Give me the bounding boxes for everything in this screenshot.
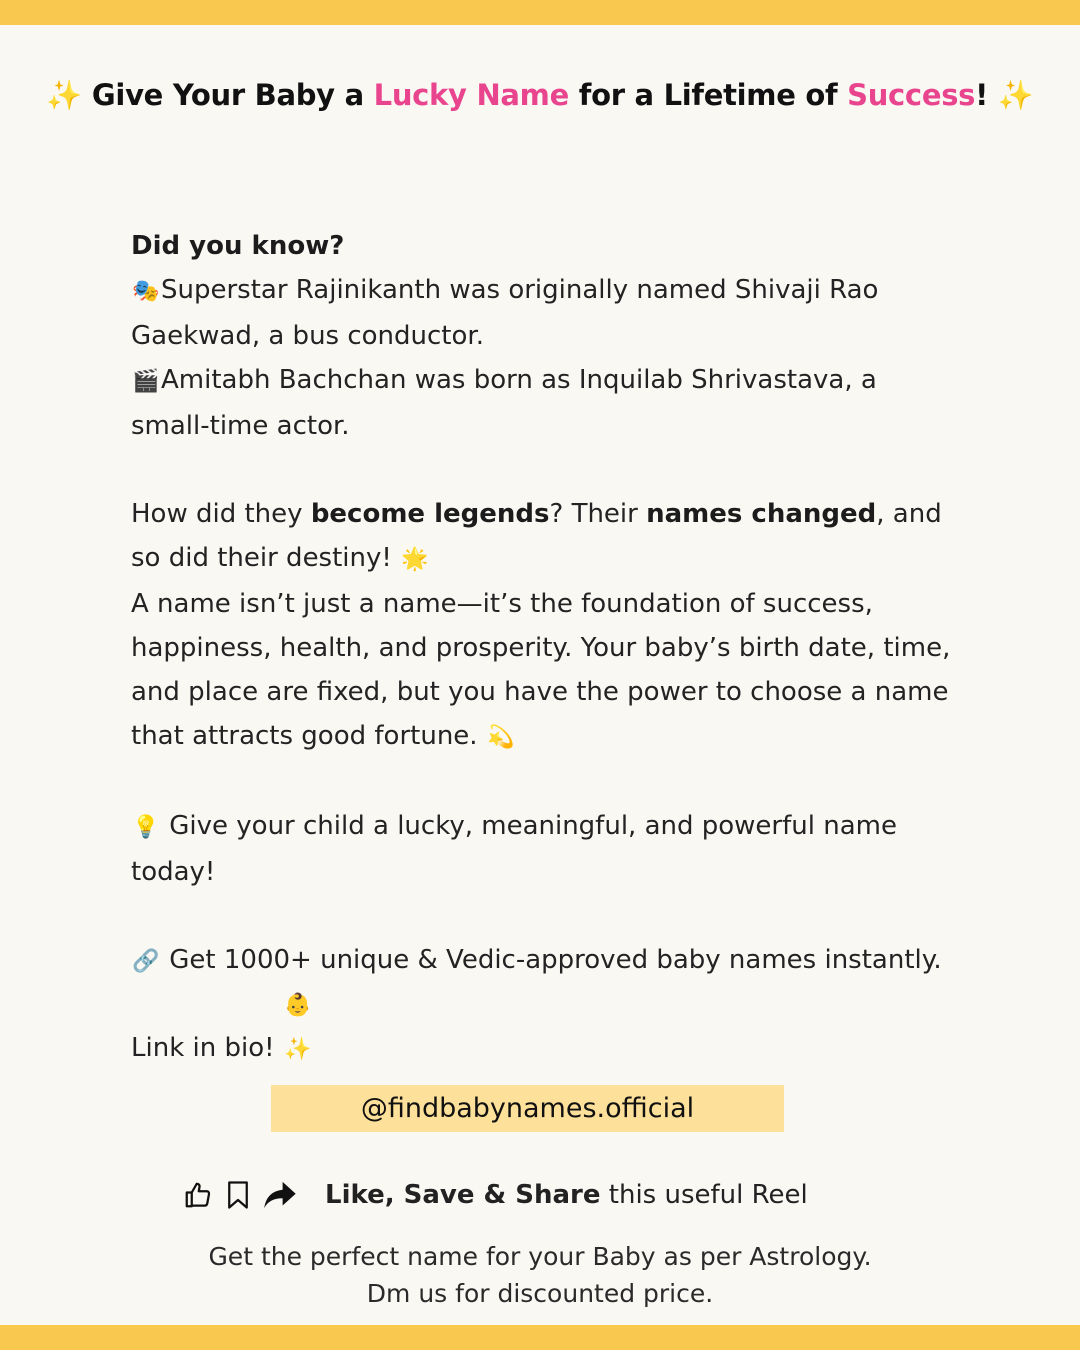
headline-highlight-lucky-name: Lucky Name [373,78,569,112]
theater-masks-icon: 🎭 [132,279,160,304]
footer-line-2: Dm us for discounted price. [366,1279,714,1308]
bottom-accent-band [0,1325,1080,1350]
fact-rajinikanth-text: Superstar Rajinikanth was originally named Shivaji Rao Gaekwad, a bus conductor. [131,275,879,351]
link-icon: 🔗 [132,949,160,974]
foundation-text: A name isn’t just a name—it’s the foundation of success, happiness, health, and prosperity. Your baby’s birth date, time, and place are fixed, but you have the power to choose a name that attracts good fortune. [131,589,951,751]
legends-paragraph [131,492,961,582]
share-arrow-icon[interactable] [263,1180,297,1210]
legends-text: ? Their [549,499,647,529]
headline [0,78,1080,113]
cta-text [325,1180,808,1210]
headline-text: Give Your Baby a [91,78,374,112]
cta-rest: this useful Reel [600,1180,808,1210]
fact-amitabh [131,358,961,448]
footer-note [0,1238,1080,1312]
fact-rajinikanth [131,268,961,358]
clapper-board-icon: 🎬 [132,369,160,394]
link-text: Get 1000+ unique & Vedic-approved baby names instantly. Link in bio! [131,945,942,1063]
footer-line-1: Get the perfect name for your Baby as per Astrology. [208,1242,872,1271]
tip-text: Give your child a lucky, meaningful, and powerful name today! [131,811,897,887]
baby-sparkles-icon: 👶✨ [284,993,312,1062]
link-paragraph [131,938,961,1072]
cta-bold: Like, Save & Share [325,1180,601,1210]
bookmark-icon[interactable] [225,1180,251,1210]
top-accent-band [0,0,1080,25]
instagram-handle-text: @findbabynames.official [360,1093,695,1124]
cta-row [183,1172,808,1218]
legends-bold: become legends [310,499,550,529]
headline-text: ! [975,78,989,112]
legends-text: , and so did their destiny! [131,499,942,573]
fact-amitabh-text: Amitabh Bachchan was born as Inquilab Shrivastava, a small-time actor. [131,365,877,441]
dizzy-star-icon: 💫 [487,725,515,750]
light-bulb-icon: 💡 [132,815,160,840]
headline-highlight-success: Success [847,78,976,112]
tip-paragraph [131,804,961,894]
legends-text: How did they [131,499,311,529]
legends-bold: names changed [646,499,877,529]
foundation-paragraph [131,582,961,760]
sparkles-icon: ✨ [46,78,83,112]
sparkles-icon: ✨ [997,78,1034,112]
did-you-know-heading: Did you know? [131,231,345,261]
headline-text: for a Lifetime of [568,78,848,112]
instagram-handle[interactable] [271,1085,784,1132]
glowing-star-icon: 🌟 [401,547,429,572]
thumbs-up-icon[interactable] [183,1180,213,1210]
body-copy [131,224,961,1072]
